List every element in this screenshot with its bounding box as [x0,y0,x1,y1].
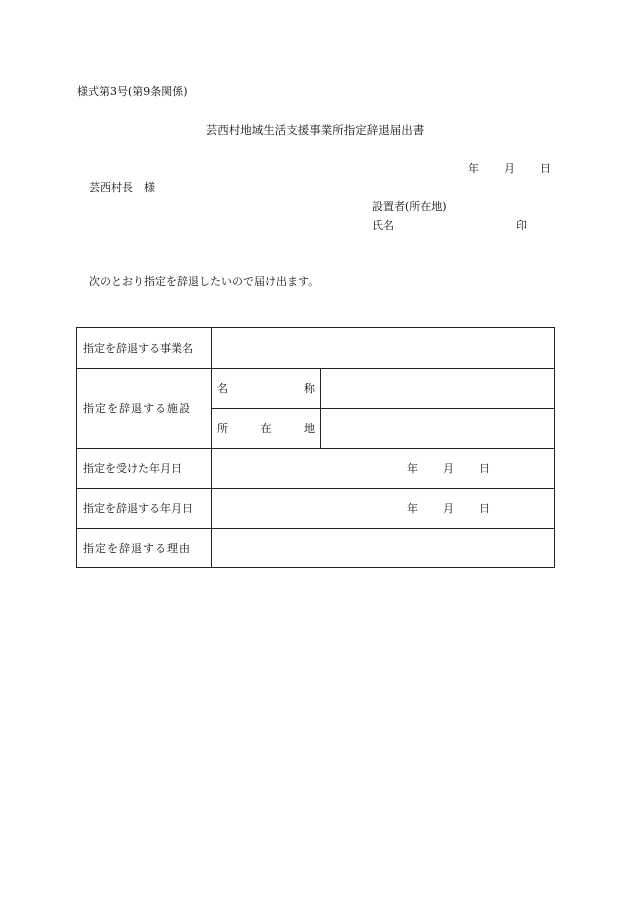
facility-name-label [217,368,315,408]
received-date-month: 月 [443,462,454,475]
received-date-label: 指定を受けた年月日 [83,462,182,475]
withdraw-date-label: 指定を辞退する年月日 [83,502,193,515]
form-number: 様式第3号(第9条関係) [77,85,188,98]
facility-label: 指定を辞退する施設 [83,402,191,415]
withdraw-date-day: 日 [479,502,490,515]
date-day: 日 [540,162,551,175]
withdraw-date-year: 年 [407,502,418,515]
received-date-day: 日 [479,462,490,475]
seal-mark: 印 [516,219,527,232]
applicant-name-label: 氏名 [372,219,394,232]
date-month: 月 [504,162,515,175]
facility-location-label [217,408,315,448]
withdraw-date-month: 月 [443,502,454,515]
intro-text: 次のとおり指定を辞退したいので届け出ます。 [89,275,320,288]
submission-date [468,163,551,174]
facility-location-label-text: 所 在 地 [217,422,315,435]
applicant-address-label: 設置者(所在地) [372,200,447,213]
withdrawal-table [76,327,555,568]
addressee: 芸西村長 様 [89,181,155,194]
facility-name-label-text: 名 称 [217,382,315,395]
reason-label: 指定を辞退する理由 [83,541,191,555]
received-date-field[interactable] [407,448,490,488]
received-date-year: 年 [407,462,418,475]
facility-location-field[interactable] [321,408,554,448]
business-name-label: 指定を辞退する事業名 [83,342,193,355]
withdraw-date-field[interactable] [407,488,490,528]
form-title: 芸西村地域生活支援事業所指定辞退届出書 [205,123,425,137]
reason-field[interactable] [212,528,554,567]
facility-name-field[interactable] [321,368,554,408]
business-name-field[interactable] [212,328,554,368]
date-year: 年 [468,162,479,175]
